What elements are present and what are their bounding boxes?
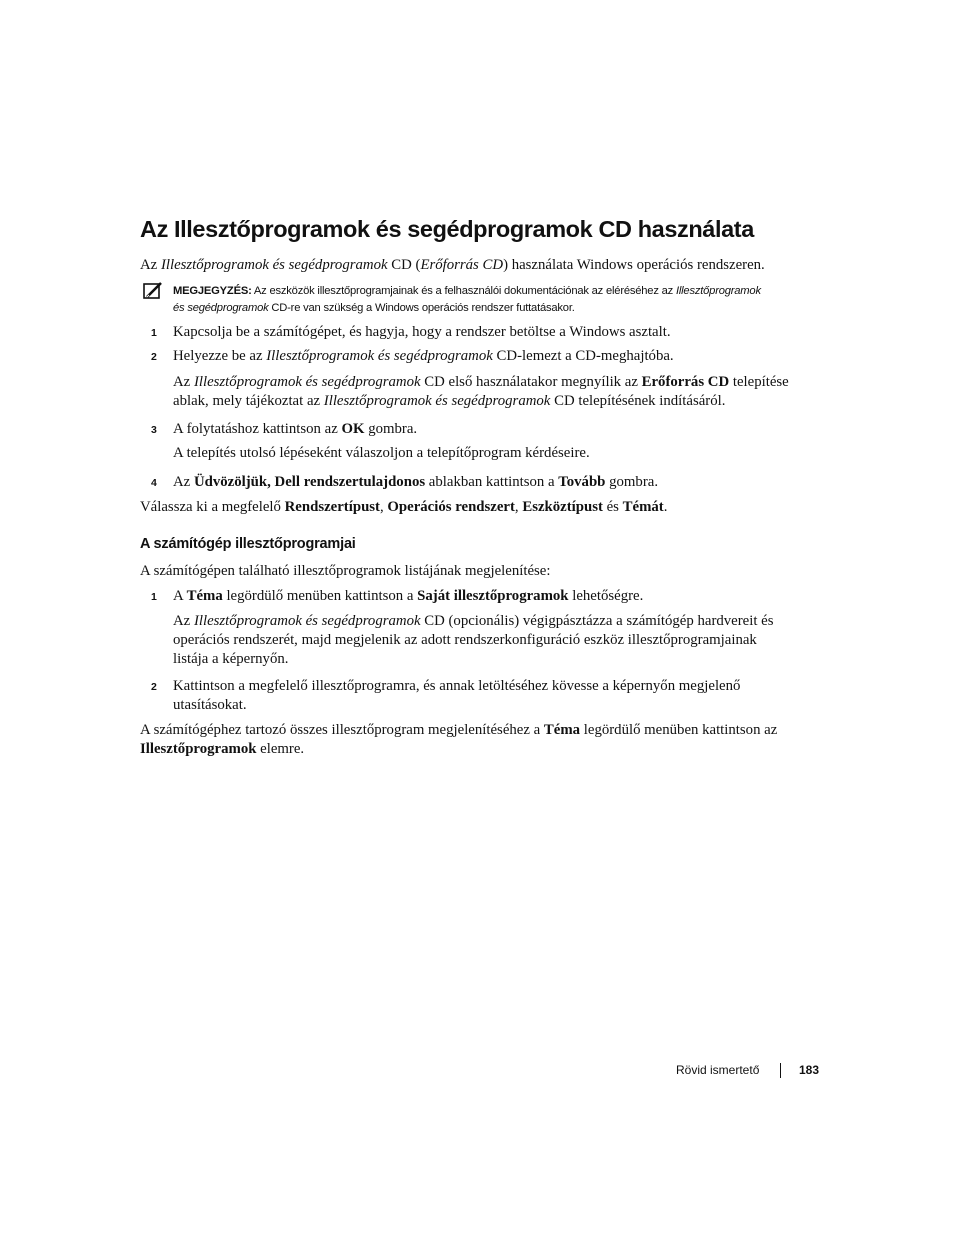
footer-section-label: Rövid ismertető xyxy=(676,1063,760,1077)
step-number: 3 xyxy=(151,424,157,436)
note-block: MEGJEGYZÉS: Az eszközök illesztőprogramjainak és a felhasználói dokumentációnak az eléréséhez az Illesztőprogramok és segédprogramok CD-re van szükség a Windows operációs rendszer futtatásakor. xyxy=(173,285,761,314)
closing-paragraph: A számítógéphez tartozó összes illesztőprogram megjelenítéséhez a Téma legördülő menüben kattintson az Illesztőprogramok elemre. xyxy=(140,722,778,757)
step-text: Kapcsolja be a számítógépet, és hagyja, hogy a rendszer betöltse a Windows asztalt. xyxy=(173,324,671,340)
step-subtext: A telepítés utolsó lépéseként válaszoljon a telepítőprogram kérdéseire. xyxy=(173,445,590,461)
intro-paragraph: Az Illesztőprogramok és segédprogramok CD (Erőforrás CD) használata Windows operációs rendszeren. xyxy=(140,257,765,273)
step-number: 1 xyxy=(151,327,157,339)
step-subtext: Az Illesztőprogramok és segédprogramok CD első használatakor megnyílik az Erőforrás CD telepítése ablak, mely tájékoztat az Illesztőprogramok és segédprogramok CD telepítésének indításáról. xyxy=(173,374,789,409)
step-number: 2 xyxy=(151,351,157,363)
footer-divider xyxy=(780,1063,781,1078)
step-text: Az Üdvözöljük, Dell rendszertulajdonos ablakban kattintson a Tovább gombra. xyxy=(173,474,659,490)
note-icon xyxy=(143,282,163,300)
step-number: 2 xyxy=(151,681,157,693)
step-subtext: Az Illesztőprogramok és segédprogramok CD (opcionális) végigpásztázza a számítógép hardvereit és operációs rendszerét, majd megjelenik az adott rendszerkonfiguráció eszköz illesztőprogramjainak listája a képernyőn. xyxy=(173,613,774,667)
select-instructions: Válassza ki a megfelelő Rendszertípust, Operációs rendszert, Eszköztípust és Témát. xyxy=(140,499,668,515)
step-number: 1 xyxy=(151,591,157,603)
step-text: Kattintson a megfelelő illesztőprogramra, és annak letöltéséhez kövesse a képernyőn megjelenő utasításokat. xyxy=(173,678,741,713)
note-label: MEGJEGYZÉS: xyxy=(173,285,252,297)
section-subtitle: A számítógép illesztőprogramjai xyxy=(140,536,356,552)
step-text: A Téma legördülő menüben kattintson a Saját illesztőprogramok lehetőségre. xyxy=(173,588,644,604)
step-text: Helyezze be az Illesztőprogramok és segédprogramok CD-lemezt a CD-meghajtóba. xyxy=(173,348,674,364)
page-title: Az Illesztőprogramok és segédprogramok CD használata xyxy=(140,216,754,242)
section-intro: A számítógépen található illesztőprogramok listájának megjelenítése: xyxy=(140,563,551,579)
page-number: 183 xyxy=(799,1063,820,1077)
step-number: 4 xyxy=(151,477,157,489)
step-text: A folytatáshoz kattintson az OK gombra. xyxy=(173,421,418,437)
